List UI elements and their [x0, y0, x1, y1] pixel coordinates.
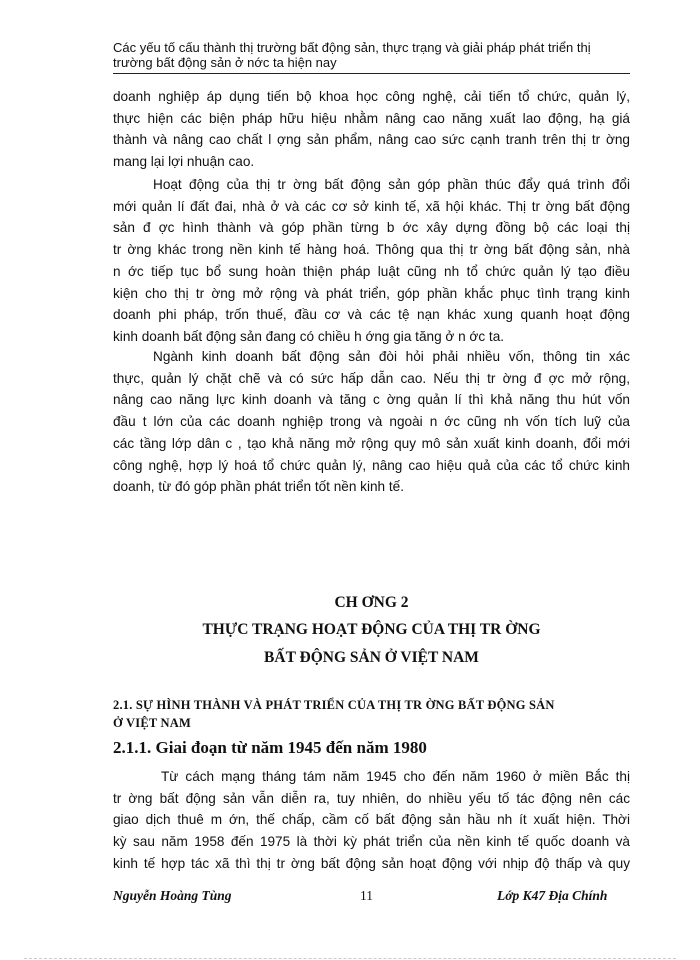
chapter-title-line-2: BẤT ĐỘNG SẢN Ở VIỆT NAM [264, 649, 479, 666]
text-line: kiện cho thị tr ờng mở rộng và phát triển, góp phần khắc phục tình trạng kinh [113, 285, 630, 301]
text-line: nâng cao năng lực kinh doanh và tăng c ờng quản lí thì khả năng thu hút vốn [113, 392, 630, 408]
section-heading-line-2: Ở VIỆT NAM [113, 716, 191, 730]
text-line: tr ờng khác trong nền kinh tế hàng hoá. Thông qua thị tr ờng bất động sản, nhà [113, 242, 630, 258]
paragraph-4 [113, 766, 630, 875]
header-rule [113, 73, 630, 74]
text-line: thực hiện các biện pháp hữu hiệu nhằm nâng cao năng xuất lao động, hạ giá [113, 110, 630, 126]
paragraph-2 [113, 174, 630, 348]
text-line: mang lại lợi nhuận cao. [113, 154, 255, 170]
header-line-1: Các yếu tố cấu thành thị trường bất động sản, thực trạng và giải pháp phát triển thị [113, 40, 591, 55]
chapter-title-line-1: THỰC TRẠNG HOẠT ĐỘNG CỦA THỊ TR ỜNG [202, 621, 541, 638]
text-line: giao dịch thuê m ớn, thế chấp, cầm cố bất động sản hầu nh ít xuất hiện. Thời [113, 812, 630, 828]
chapter-number: CH ƠNG 2 [334, 594, 409, 611]
text-line: Ngành kinh doanh bất động sản đòi hỏi phải nhiều vốn, thông tin xác [153, 349, 630, 364]
footer-author: Nguyễn Hoàng Tùng [113, 888, 232, 903]
text-line: Từ cách mạng tháng tám năm 1945 cho đến năm 1960 ở miền Bắc thị [161, 769, 630, 784]
footer-class: Lớp K47 Địa Chính [497, 888, 608, 903]
text-line: Hoạt động của thị tr ờng bất động sản góp phần thúc đẩy quá trình đổi [153, 177, 630, 192]
page-header [113, 40, 629, 70]
text-line: đầu t lớn của các doanh nghiệp trong và ngoài n ớc cũng nh vốn tích luỹ của [113, 414, 630, 430]
text-line: kỳ sau năm 1958 đến 1975 là thời kỳ phát triển của nền kinh tế quốc doanh và [113, 834, 630, 850]
text-line: tr ờng bất động sản vẫn diễn ra, tuy nhiên, do nhiều yếu tố tác động nên các [113, 790, 630, 806]
text-line: thực, quản lý chặt chẽ và có sức hấp dẫn cao. Nếu thị tr ờng đ ợc mở rộng, [113, 370, 630, 386]
page-number: 11 [360, 888, 373, 903]
text-line: kinh doanh bất động sản đang có chiều h ớng gia tăng ở n ớc ta. [113, 328, 505, 344]
text-line: các tầng lớp dân c , tạo khả năng mở rộng quy mô sản xuất kinh doanh, đổi mới [113, 435, 630, 451]
paragraph-3 [113, 346, 630, 498]
text-line: sản đ ợc hình thành và góp phần từng b ớc xây dựng đồng bộ các loại thị [113, 220, 630, 236]
section-heading-line-1: 2.1. SỰ HÌNH THÀNH VÀ PHÁT TRIỂN CỦA THỊ TR ỜNG BẤT ĐỘNG SẢN [113, 698, 555, 712]
text-line: n ớc tiếp tục bổ sung hoàn thiện pháp luật cũng nh tổ chức quản lý tạo điều [113, 263, 630, 279]
text-line: doanh phi pháp, trốn thuế, đầu cơ và các tệ nạn khác xung quanh hoạt động [113, 307, 630, 323]
page-edge-divider [24, 958, 676, 959]
text-line: thành và nâng cao chất l ợng sản phẩm, nâng cao sức cạnh tranh trên thị tr ờng [113, 132, 630, 148]
text-line: doanh, từ đó góp phần phát triển tốt nền kinh tế. [113, 479, 405, 495]
section-heading [113, 696, 630, 732]
paragraph-1 [113, 86, 630, 173]
text-line: kinh tế hợp tác xã thì thị tr ờng bất động sản hoạt động với nhịp độ thấp và quy [113, 855, 630, 871]
header-line-2: trường bất động sản ở nớc ta hiện nay [113, 55, 337, 70]
text-line: công nghệ, hợp lý hoá tổ chức quản lý, nâng cao hiệu quả của các tổ chức kinh [113, 457, 630, 473]
text-line: doanh nghiệp áp dụng tiến bộ khoa học công nghệ, cải tiến tổ chức, quản lý, [113, 89, 630, 104]
text-line: mới quản lí đất đai, nhà ở và các cơ sở kinh tế, xã hội khác. Thị tr ờng bất động [113, 198, 630, 214]
subsection-heading: 2.1.1. Giai đoạn từ năm 1945 đến năm 1980 [113, 738, 427, 757]
